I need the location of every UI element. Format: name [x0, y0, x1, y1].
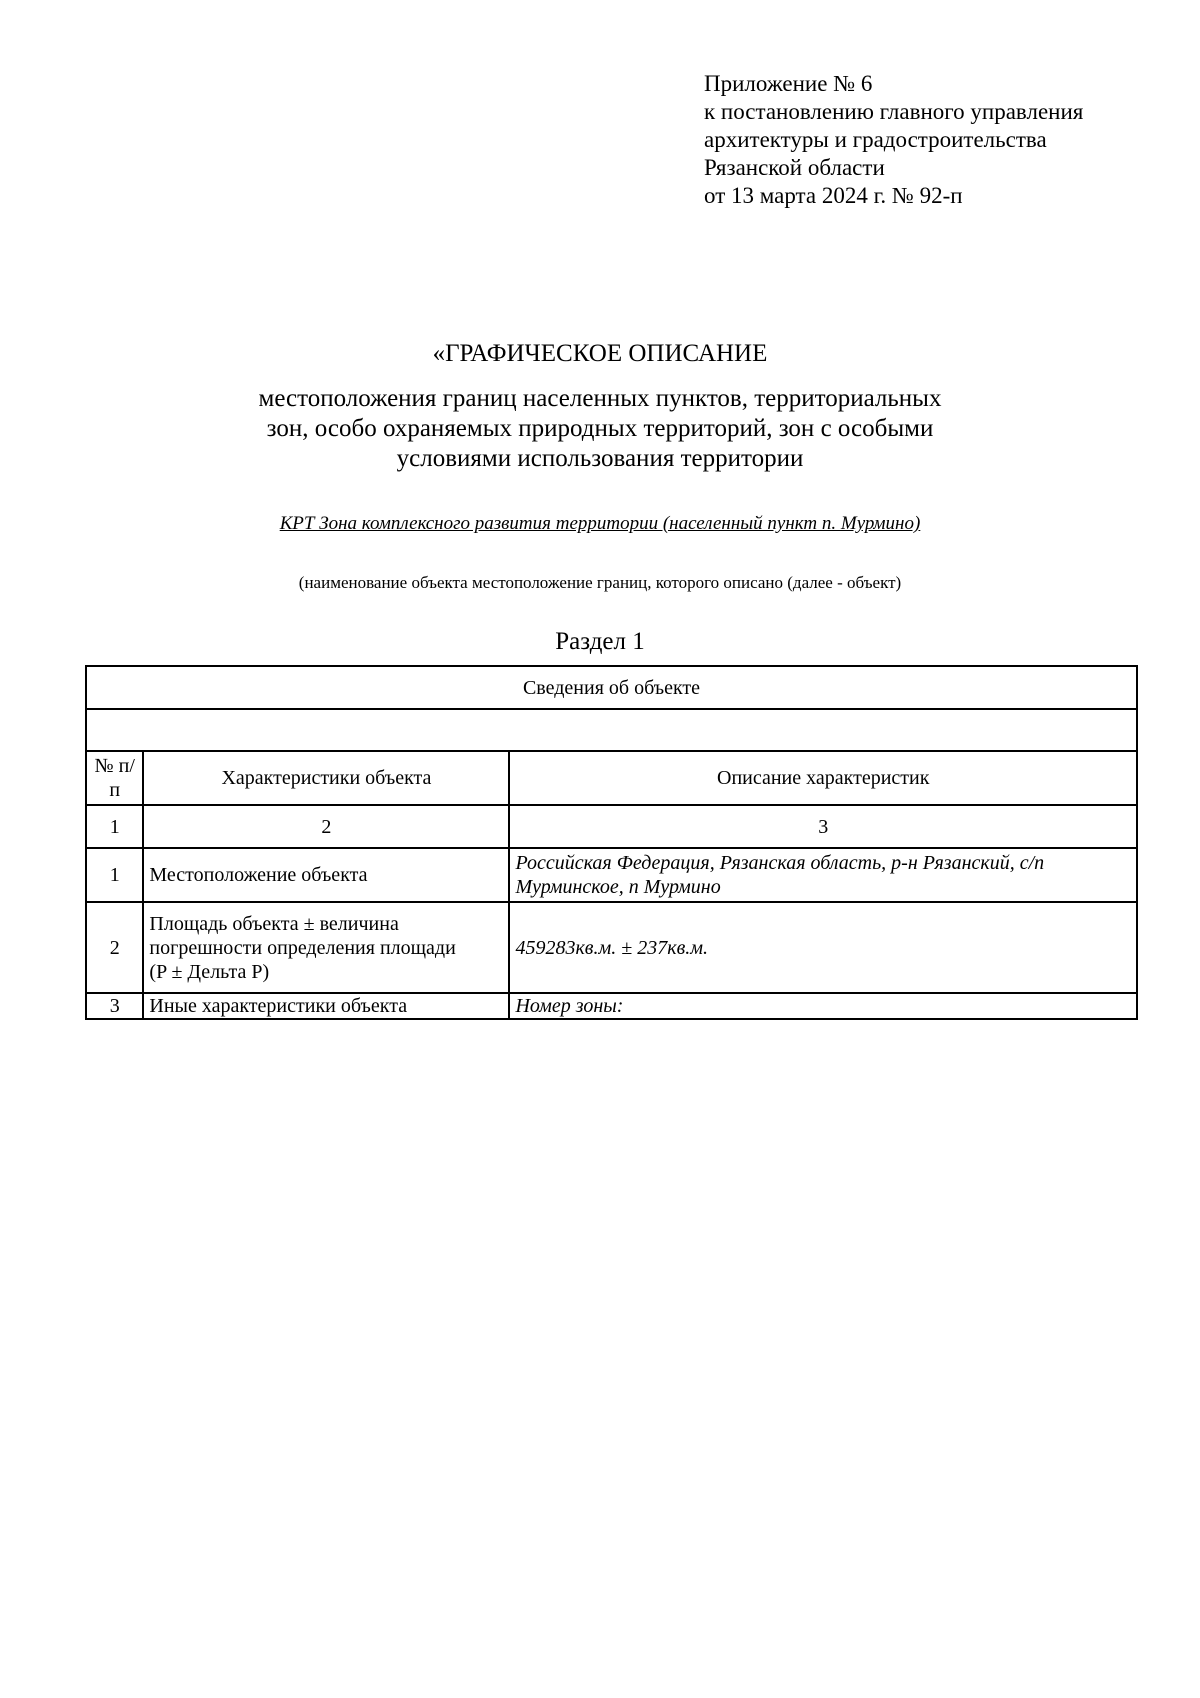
column-header-characteristic: Характеристики объекта — [143, 751, 509, 805]
row-number: 1 — [86, 848, 143, 902]
appendix-reference-line: архитектуры и градостроительства — [704, 127, 1047, 152]
table-empty-row — [86, 709, 1137, 751]
document-title: «ГРАФИЧЕСКОЕ ОПИСАНИЕ — [432, 340, 768, 367]
appendix-block — [704, 70, 1083, 210]
characteristic-line: (P ± Дельта P) — [149, 960, 270, 983]
table-row — [86, 902, 1137, 993]
appendix-reference-line: к постановлению главного управления — [704, 99, 1084, 124]
appendix-number: Приложение № 6 — [704, 71, 873, 96]
row-description: Номер зоны: — [509, 993, 1137, 1019]
appendix-date: от 13 марта 2024 г. № 92-п — [704, 183, 963, 208]
object-caption: (наименование объекта местоположение границ, которого описано (далее - объект) — [298, 573, 902, 592]
object-info-table — [85, 665, 1138, 1020]
characteristic-line: погрешности определения площади — [149, 936, 456, 959]
document-subtitle — [0, 384, 1200, 474]
row-number: 2 — [86, 902, 143, 993]
table-column-headers — [86, 751, 1137, 805]
empty-cell — [86, 709, 1137, 751]
column-number: 1 — [86, 805, 143, 848]
column-header-description: Описание характеристик — [509, 751, 1137, 805]
row-description: Российская Федерация, Рязанская область, р-н Рязанский, с/п Мурминское, п Мурмино — [509, 848, 1137, 902]
appendix-reference-line: Рязанской области — [704, 155, 885, 180]
column-number: 3 — [509, 805, 1137, 848]
subtitle-line: местоположения границ населенных пунктов, территориальных — [258, 385, 942, 412]
row-description: 459283кв.м. ± 237кв.м. — [509, 902, 1137, 993]
row-number: 3 — [86, 993, 143, 1019]
section-title: Раздел 1 — [555, 628, 645, 655]
table-row — [86, 993, 1137, 1019]
row-characteristic: Иные характеристики объекта — [143, 993, 509, 1019]
table-column-numbers — [86, 805, 1137, 848]
column-header-number: № п/п — [86, 751, 143, 805]
characteristic-line: Площадь объекта ± величина — [149, 912, 399, 935]
subtitle-line: зон, особо охраняемых природных территорий, зон с особыми — [266, 415, 934, 442]
table-row — [86, 848, 1137, 902]
row-characteristic: Местоположение объекта — [143, 848, 509, 902]
subtitle-line: условиями использования территории — [396, 445, 804, 472]
object-name: КРТ Зона комплексного развития территории (населенный пункт п. Мурмино) — [279, 513, 921, 534]
table-header: Сведения об объекте — [86, 666, 1137, 709]
column-number: 2 — [143, 805, 509, 848]
table-header-row — [86, 666, 1137, 709]
row-characteristic — [143, 902, 509, 993]
